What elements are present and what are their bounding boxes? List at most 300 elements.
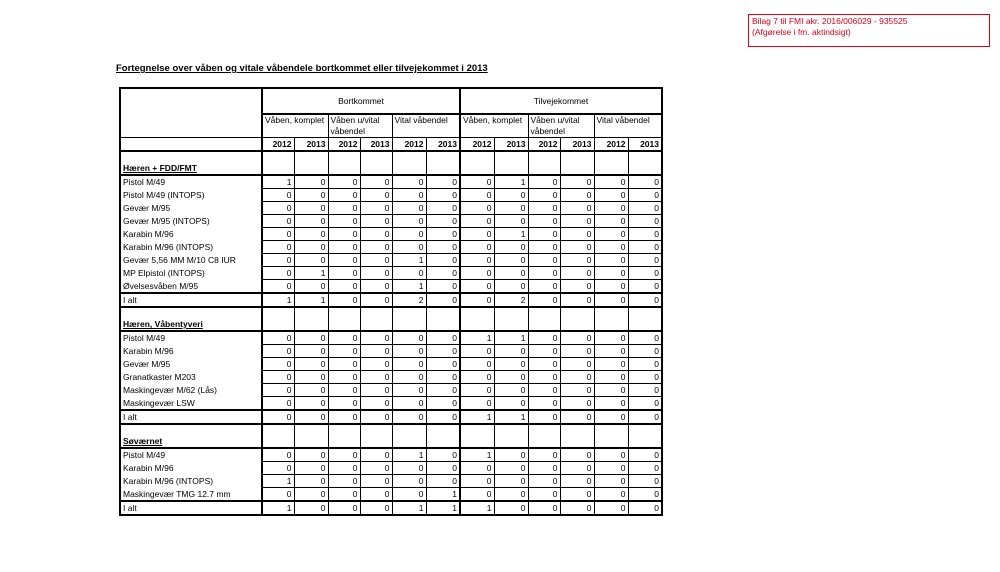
spacer-cell	[594, 151, 628, 162]
value-cell: 0	[560, 475, 594, 488]
value-cell: 0	[594, 397, 628, 411]
spacer-cell	[426, 151, 460, 162]
value-cell: 1	[392, 280, 426, 294]
value-cell: 0	[560, 358, 594, 371]
value-cell: 0	[360, 241, 392, 254]
value-cell: 1	[262, 475, 294, 488]
total-value: 0	[360, 293, 392, 307]
value-cell: 0	[528, 254, 560, 267]
value-cell: 0	[594, 475, 628, 488]
spacer-cell	[594, 162, 628, 175]
value-cell: 0	[262, 215, 294, 228]
value-cell: 0	[528, 228, 560, 241]
total-row	[120, 501, 662, 515]
total-value: 1	[262, 501, 294, 515]
value-cell: 0	[628, 358, 662, 371]
total-value: 2	[392, 293, 426, 307]
spacer-cell	[560, 424, 594, 435]
total-label: I alt	[120, 410, 262, 424]
value-cell: 0	[560, 175, 594, 189]
section-title: Hæren + FDD/FMT	[120, 162, 262, 175]
spacer-cell	[120, 424, 262, 435]
value-cell: 0	[392, 331, 426, 345]
value-cell: 0	[528, 267, 560, 280]
value-cell: 0	[628, 215, 662, 228]
value-cell: 0	[460, 358, 494, 371]
total-value: 0	[294, 501, 328, 515]
weapon-label: MP Elpistol (INTOPS)	[120, 267, 262, 280]
value-cell: 0	[294, 241, 328, 254]
value-cell: 0	[328, 384, 360, 397]
value-cell: 0	[594, 358, 628, 371]
value-cell: 0	[628, 397, 662, 411]
value-cell: 0	[528, 462, 560, 475]
spacer-cell	[528, 307, 560, 318]
value-cell: 0	[560, 384, 594, 397]
value-cell: 0	[628, 280, 662, 294]
value-cell: 0	[460, 215, 494, 228]
value-cell: 0	[528, 358, 560, 371]
year-header: 2013	[494, 138, 528, 152]
year-header: 2012	[460, 138, 494, 152]
value-cell: 0	[360, 475, 392, 488]
value-cell: 0	[426, 462, 460, 475]
spacer-cell	[628, 318, 662, 331]
value-cell: 0	[560, 345, 594, 358]
spacer-cell	[494, 307, 528, 318]
spacer-cell	[594, 318, 628, 331]
value-cell: 0	[426, 358, 460, 371]
value-cell: 0	[460, 280, 494, 294]
value-cell: 0	[328, 280, 360, 294]
value-cell: 0	[426, 280, 460, 294]
value-cell: 0	[426, 384, 460, 397]
value-cell: 0	[460, 175, 494, 189]
total-value: 0	[628, 501, 662, 515]
spacer-cell	[360, 307, 392, 318]
value-cell: 0	[294, 371, 328, 384]
category-header: Vital våbendel	[594, 114, 662, 138]
spacer-cell	[262, 424, 294, 435]
value-cell: 0	[460, 397, 494, 411]
year-header: 2013	[294, 138, 328, 152]
value-cell: 0	[262, 358, 294, 371]
value-cell: 0	[494, 202, 528, 215]
value-cell: 0	[560, 254, 594, 267]
spacer-cell	[294, 162, 328, 175]
value-cell: 1	[494, 331, 528, 345]
corner-cell	[120, 88, 262, 114]
value-cell: 0	[328, 189, 360, 202]
value-cell: 0	[594, 228, 628, 241]
stamp-line-1: Bilag 7 til FMI akr. 2016/006029 - 935525	[752, 16, 908, 26]
total-value: 1	[392, 501, 426, 515]
table-row	[120, 448, 662, 462]
weapon-label: Gevær 5,56 MM M/10 C8 IUR	[120, 254, 262, 267]
value-cell: 0	[262, 345, 294, 358]
spacer-cell	[426, 424, 460, 435]
value-cell: 0	[262, 462, 294, 475]
table-row	[120, 241, 662, 254]
value-cell: 0	[426, 397, 460, 411]
total-row	[120, 410, 662, 424]
total-value: 1	[460, 501, 494, 515]
value-cell: 0	[494, 280, 528, 294]
value-cell: 0	[560, 371, 594, 384]
weapon-label: Karabin M/96 (INTOPS)	[120, 241, 262, 254]
value-cell: 0	[426, 448, 460, 462]
value-cell: 0	[426, 475, 460, 488]
spacer-cell	[328, 307, 360, 318]
value-cell: 0	[460, 228, 494, 241]
spacer-cell	[594, 424, 628, 435]
value-cell: 0	[294, 254, 328, 267]
stamp-line-2: (Afgørelse i fm. aktindsigt)	[752, 27, 851, 37]
value-cell: 1	[392, 448, 426, 462]
value-cell: 0	[360, 202, 392, 215]
spacer-cell	[426, 435, 460, 448]
value-cell: 0	[262, 448, 294, 462]
total-value: 1	[460, 410, 494, 424]
total-value: 0	[560, 501, 594, 515]
spacer-cell	[360, 435, 392, 448]
spacer-cell	[294, 151, 328, 162]
value-cell: 0	[628, 267, 662, 280]
table-row	[120, 345, 662, 358]
spacer-cell	[392, 307, 426, 318]
spacer-cell	[528, 162, 560, 175]
table-row	[120, 228, 662, 241]
total-value: 0	[594, 293, 628, 307]
year-header: 2013	[560, 138, 594, 152]
value-cell: 0	[628, 202, 662, 215]
value-cell: 0	[560, 331, 594, 345]
value-cell: 0	[594, 448, 628, 462]
value-cell: 0	[328, 448, 360, 462]
value-cell: 0	[460, 462, 494, 475]
value-cell: 0	[426, 175, 460, 189]
value-cell: 0	[294, 397, 328, 411]
value-cell: 0	[262, 241, 294, 254]
weapon-label: Maskingevær M/62 (Lås)	[120, 384, 262, 397]
spacer-cell	[628, 162, 662, 175]
value-cell: 0	[628, 241, 662, 254]
value-cell: 0	[328, 254, 360, 267]
total-value: 0	[528, 410, 560, 424]
spacer-cell	[328, 435, 360, 448]
value-cell: 1	[460, 331, 494, 345]
weapon-label: Gevær M/95	[120, 358, 262, 371]
value-cell: 0	[528, 175, 560, 189]
value-cell: 0	[628, 228, 662, 241]
value-cell: 0	[528, 384, 560, 397]
year-header: 2012	[392, 138, 426, 152]
table-row	[120, 267, 662, 280]
total-value: 1	[426, 501, 460, 515]
total-value: 0	[426, 293, 460, 307]
weapon-label: Karabin M/96	[120, 228, 262, 241]
value-cell: 0	[426, 202, 460, 215]
value-cell: 0	[328, 462, 360, 475]
weapons-table	[119, 87, 663, 516]
value-cell: 0	[594, 345, 628, 358]
value-cell: 0	[328, 358, 360, 371]
value-cell: 0	[360, 448, 392, 462]
spacer-cell	[262, 435, 294, 448]
value-cell: 0	[594, 462, 628, 475]
total-value: 0	[328, 501, 360, 515]
value-cell: 0	[560, 397, 594, 411]
table-row	[120, 175, 662, 189]
total-value: 1	[294, 293, 328, 307]
value-cell: 0	[328, 371, 360, 384]
total-value: 0	[328, 410, 360, 424]
value-cell: 0	[360, 331, 392, 345]
value-cell: 0	[360, 462, 392, 475]
value-cell: 0	[360, 488, 392, 502]
value-cell: 0	[392, 371, 426, 384]
value-cell: 0	[426, 371, 460, 384]
spacer-cell	[460, 307, 494, 318]
spacer-cell	[392, 318, 426, 331]
spacer-cell	[460, 435, 494, 448]
value-cell: 0	[360, 371, 392, 384]
value-cell: 0	[460, 241, 494, 254]
spacer-cell	[392, 435, 426, 448]
value-cell: 0	[528, 215, 560, 228]
year-header: 2012	[594, 138, 628, 152]
table-row	[120, 384, 662, 397]
value-cell: 0	[392, 397, 426, 411]
spacer-cell	[560, 318, 594, 331]
spacer-cell	[628, 424, 662, 435]
value-cell: 0	[294, 331, 328, 345]
spacer-cell	[594, 307, 628, 318]
spacer-cell	[460, 424, 494, 435]
value-cell: 0	[628, 384, 662, 397]
value-cell: 0	[494, 475, 528, 488]
table-row	[120, 215, 662, 228]
value-cell: 0	[328, 345, 360, 358]
year-header: 2013	[628, 138, 662, 152]
value-cell: 0	[628, 371, 662, 384]
value-cell: 0	[392, 475, 426, 488]
spacer-cell	[628, 435, 662, 448]
total-label: I alt	[120, 293, 262, 307]
weapon-label: Maskingevær LSW	[120, 397, 262, 411]
spacer-cell	[426, 162, 460, 175]
value-cell: 0	[294, 358, 328, 371]
value-cell: 0	[392, 462, 426, 475]
spacer-cell	[528, 435, 560, 448]
spacer-cell	[360, 424, 392, 435]
spacer-cell	[494, 424, 528, 435]
spacer-cell	[328, 151, 360, 162]
spacer-cell	[294, 435, 328, 448]
value-cell: 0	[594, 254, 628, 267]
value-cell: 0	[392, 384, 426, 397]
category-header: Vital våbendel	[392, 114, 460, 138]
weapon-label: Maskingevær TMG 12.7 mm	[120, 488, 262, 502]
value-cell: 0	[460, 384, 494, 397]
spacer-cell	[328, 424, 360, 435]
document-stamp	[748, 14, 990, 47]
spacer-cell	[328, 162, 360, 175]
value-cell: 0	[528, 189, 560, 202]
value-cell: 0	[528, 280, 560, 294]
value-cell: 0	[528, 202, 560, 215]
total-value: 0	[628, 293, 662, 307]
value-cell: 0	[594, 215, 628, 228]
value-cell: 0	[494, 345, 528, 358]
value-cell: 0	[392, 228, 426, 241]
total-value: 0	[594, 410, 628, 424]
total-value: 2	[494, 293, 528, 307]
value-cell: 0	[594, 202, 628, 215]
value-cell: 0	[460, 488, 494, 502]
value-cell: 0	[328, 215, 360, 228]
total-value: 1	[494, 410, 528, 424]
table-row	[120, 189, 662, 202]
value-cell: 0	[494, 241, 528, 254]
spacer-cell	[528, 424, 560, 435]
value-cell: 0	[294, 345, 328, 358]
value-cell: 0	[560, 189, 594, 202]
spacer-cell	[494, 162, 528, 175]
total-value: 0	[560, 410, 594, 424]
value-cell: 0	[594, 488, 628, 502]
spacer-cell	[426, 307, 460, 318]
value-cell: 0	[360, 384, 392, 397]
value-cell: 0	[460, 254, 494, 267]
spacer-cell	[494, 151, 528, 162]
value-cell: 0	[294, 202, 328, 215]
value-cell: 0	[460, 189, 494, 202]
value-cell: 0	[294, 384, 328, 397]
spacer-cell	[560, 151, 594, 162]
spacer-cell	[392, 151, 426, 162]
value-cell: 0	[262, 280, 294, 294]
spacer-cell	[360, 151, 392, 162]
weapon-label: Pistol M/49	[120, 175, 262, 189]
value-cell: 0	[328, 475, 360, 488]
value-cell: 0	[262, 228, 294, 241]
value-cell: 0	[528, 345, 560, 358]
value-cell: 0	[560, 280, 594, 294]
year-header: 2013	[426, 138, 460, 152]
value-cell: 0	[392, 241, 426, 254]
table-row	[120, 462, 662, 475]
section-title: Søværnet	[120, 435, 262, 448]
spacer-cell	[426, 318, 460, 331]
value-cell: 0	[494, 488, 528, 502]
total-value: 0	[328, 293, 360, 307]
total-value: 1	[262, 293, 294, 307]
value-cell: 0	[294, 175, 328, 189]
value-cell: 0	[628, 331, 662, 345]
table-row	[120, 475, 662, 488]
weapon-label: Gevær M/95	[120, 202, 262, 215]
value-cell: 0	[528, 331, 560, 345]
value-cell: 0	[494, 384, 528, 397]
weapon-label: Pistol M/49	[120, 331, 262, 345]
total-value: 0	[560, 293, 594, 307]
spacer-cell	[560, 162, 594, 175]
year-header: 2013	[360, 138, 392, 152]
value-cell: 1	[494, 175, 528, 189]
value-cell: 0	[426, 228, 460, 241]
value-cell: 0	[262, 267, 294, 280]
value-cell: 0	[460, 371, 494, 384]
value-cell: 0	[494, 215, 528, 228]
table-row	[120, 371, 662, 384]
value-cell: 0	[494, 358, 528, 371]
weapon-label: Pistol M/49	[120, 448, 262, 462]
value-cell: 0	[560, 462, 594, 475]
spacer-cell	[392, 162, 426, 175]
weapon-label: Karabin M/96 (INTOPS)	[120, 475, 262, 488]
value-cell: 0	[360, 280, 392, 294]
value-cell: 0	[294, 488, 328, 502]
spacer-cell	[460, 151, 494, 162]
value-cell: 0	[460, 345, 494, 358]
spacer-cell	[360, 318, 392, 331]
value-cell: 0	[426, 254, 460, 267]
value-cell: 0	[594, 175, 628, 189]
value-cell: 0	[594, 384, 628, 397]
value-cell: 0	[460, 202, 494, 215]
table-row	[120, 358, 662, 371]
value-cell: 0	[360, 175, 392, 189]
table-row	[120, 280, 662, 294]
value-cell: 0	[560, 228, 594, 241]
spacer-cell	[460, 162, 494, 175]
value-cell: 0	[294, 462, 328, 475]
table-row	[120, 331, 662, 345]
spacer-cell	[294, 307, 328, 318]
value-cell: 0	[392, 345, 426, 358]
spacer-cell	[294, 318, 328, 331]
total-value: 0	[528, 501, 560, 515]
spacer-cell	[528, 151, 560, 162]
value-cell: 0	[294, 475, 328, 488]
value-cell: 0	[328, 397, 360, 411]
value-cell: 0	[460, 475, 494, 488]
spacer-cell	[328, 318, 360, 331]
value-cell: 0	[628, 488, 662, 502]
total-value: 0	[494, 501, 528, 515]
value-cell: 0	[528, 488, 560, 502]
total-value: 0	[392, 410, 426, 424]
value-cell: 0	[360, 358, 392, 371]
group-header: Bortkommet	[262, 88, 460, 114]
value-cell: 0	[528, 397, 560, 411]
spacer-cell	[494, 318, 528, 331]
year-header: 2012	[328, 138, 360, 152]
spacer-cell	[528, 318, 560, 331]
value-cell: 0	[494, 371, 528, 384]
value-cell: 0	[628, 175, 662, 189]
value-cell: 0	[360, 228, 392, 241]
value-cell: 0	[460, 267, 494, 280]
table-row	[120, 397, 662, 411]
total-value: 0	[426, 410, 460, 424]
value-cell: 0	[628, 448, 662, 462]
value-cell: 0	[294, 189, 328, 202]
weapon-label: Karabin M/96	[120, 462, 262, 475]
value-cell: 0	[392, 215, 426, 228]
value-cell: 0	[494, 267, 528, 280]
